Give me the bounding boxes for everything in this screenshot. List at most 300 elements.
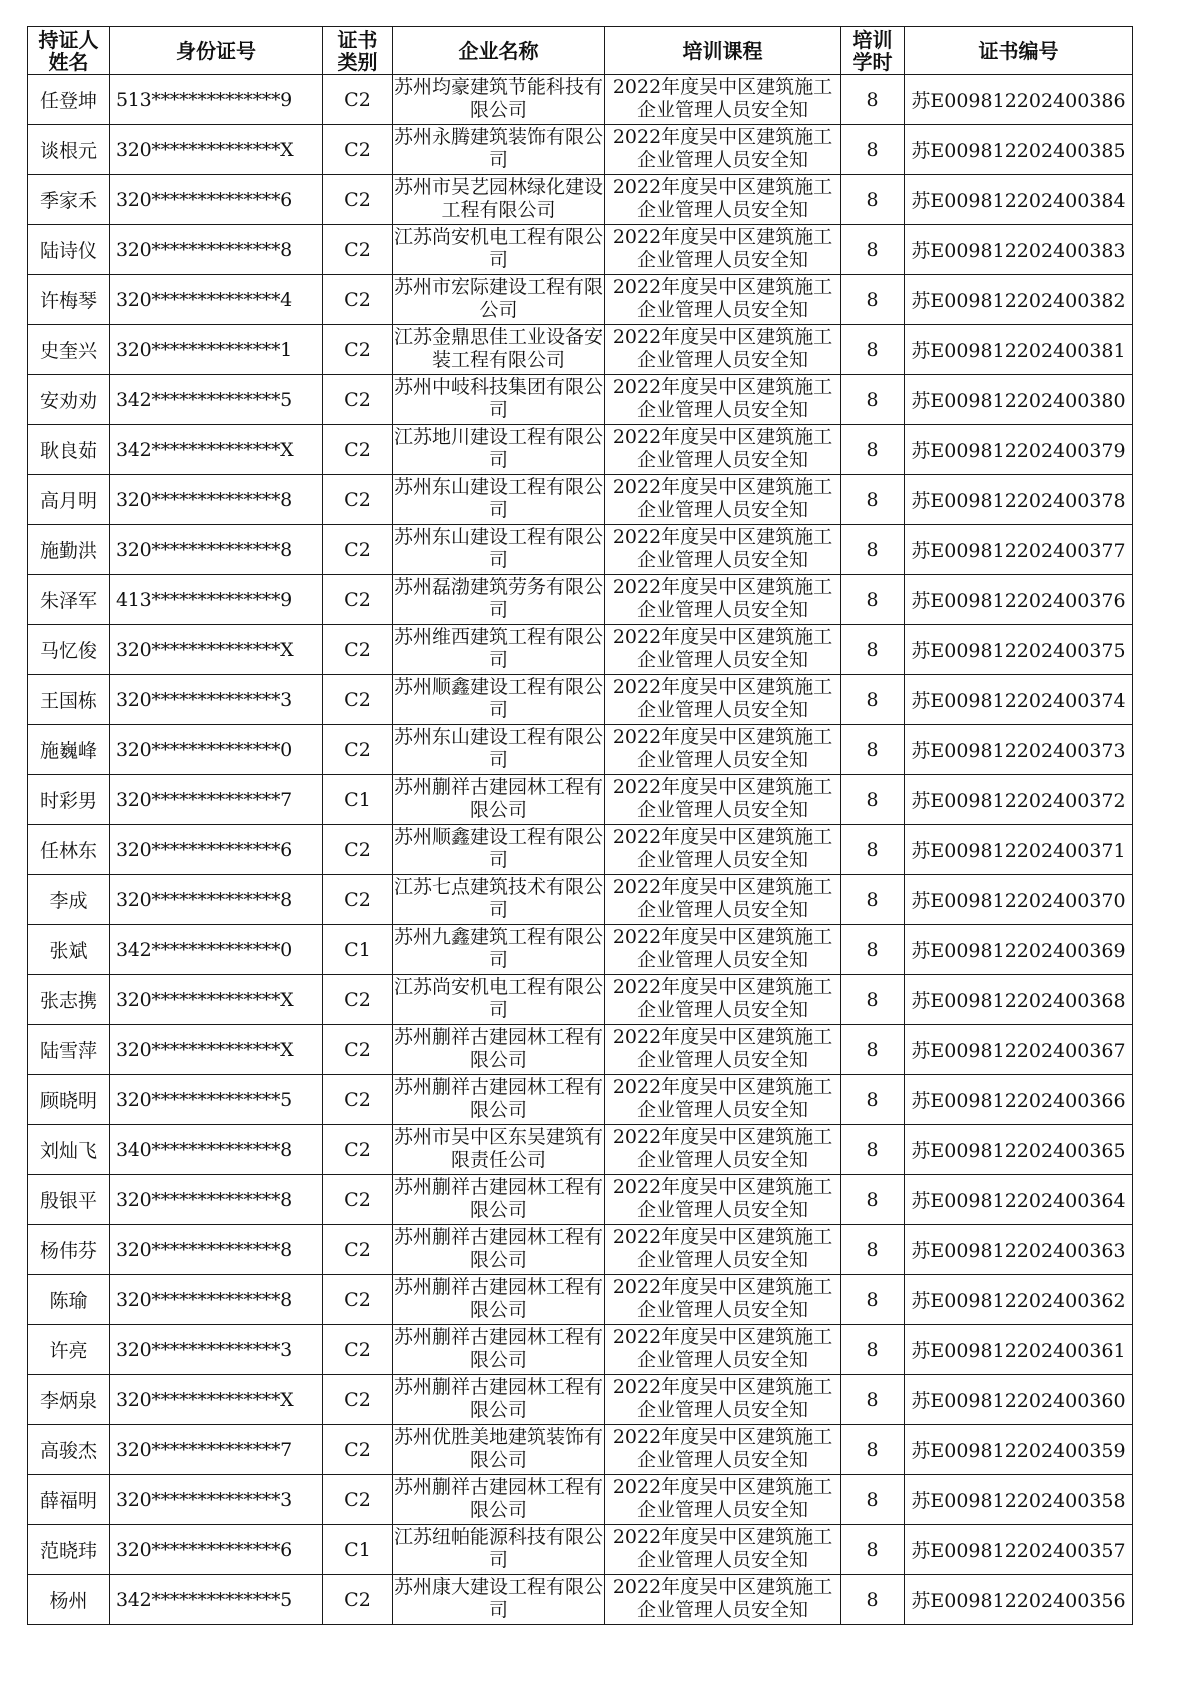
course-cell: [605, 1575, 841, 1625]
header-holder-name-line1: 持证人: [38, 27, 99, 52]
cert-number-cell: 苏E009812202400371: [905, 825, 1133, 875]
course-cell: [605, 875, 841, 925]
cert-type-cell: C2: [323, 1225, 393, 1275]
course-cell: [605, 1375, 841, 1425]
hours-cell: 8: [841, 425, 905, 475]
company-cell-text: 江苏地川建设工程有限公司: [393, 426, 603, 471]
course-cell: [605, 475, 841, 525]
company-cell-text: 苏州蒯祥古建园林工程有限公司: [393, 1226, 603, 1271]
id-number-cell: 320**************8: [110, 1175, 323, 1225]
cert-number-cell: 苏E009812202400362: [905, 1275, 1133, 1325]
course-cell: [605, 525, 841, 575]
cert-type-cell: C1: [323, 1525, 393, 1575]
cert-type-cell: C2: [323, 1575, 393, 1625]
course-cell: [605, 125, 841, 175]
table-row: [28, 625, 1133, 675]
holder-name-cell: 安劝劝: [28, 375, 110, 425]
course-cell: [605, 1425, 841, 1475]
cert-type-cell: C2: [323, 1375, 393, 1425]
cert-type-cell: C2: [323, 875, 393, 925]
holder-name-cell: 张志携: [28, 975, 110, 1025]
hours-cell: 8: [841, 1075, 905, 1125]
course-cell-text: 2022年度吴中区建筑施工企业管理人员安全知: [612, 576, 833, 621]
company-cell-text: 苏州市宏际建设工程有限公司: [393, 276, 603, 321]
hours-cell: 8: [841, 175, 905, 225]
hours-cell: 8: [841, 825, 905, 875]
cert-type-cell: C2: [323, 225, 393, 275]
course-cell-text: 2022年度吴中区建筑施工企业管理人员安全知: [612, 776, 833, 821]
course-cell-text: 2022年度吴中区建筑施工企业管理人员安全知: [612, 1276, 833, 1321]
company-cell: [393, 125, 605, 175]
company-cell-text: 苏州东山建设工程有限公司: [393, 476, 603, 521]
course-cell-text: 2022年度吴中区建筑施工企业管理人员安全知: [612, 276, 833, 321]
id-number-cell: 513**************9: [110, 75, 323, 125]
course-cell: [605, 1125, 841, 1175]
holder-name-cell: 顾晓明: [28, 1075, 110, 1125]
course-cell-text: 2022年度吴中区建筑施工企业管理人员安全知: [612, 226, 833, 271]
hours-cell: 8: [841, 1425, 905, 1475]
hours-cell: 8: [841, 75, 905, 125]
holder-name-cell: 季家禾: [28, 175, 110, 225]
company-cell: [393, 975, 605, 1025]
id-number-cell: 320**************X: [110, 975, 323, 1025]
id-number-cell: 320**************8: [110, 875, 323, 925]
table-row: [28, 725, 1133, 775]
cert-number-cell: 苏E009812202400381: [905, 325, 1133, 375]
table-row: [28, 575, 1133, 625]
id-number-cell: 320**************8: [110, 1275, 323, 1325]
holder-name-cell: 施巍峰: [28, 725, 110, 775]
company-cell: [393, 1125, 605, 1175]
course-cell: [605, 275, 841, 325]
holder-name-cell: 薛福明: [28, 1475, 110, 1525]
cert-number-cell: 苏E009812202400386: [905, 75, 1133, 125]
table-row: [28, 1325, 1133, 1375]
holder-name-cell: 任登坤: [28, 75, 110, 125]
holder-name-cell: 任林东: [28, 825, 110, 875]
course-cell: [605, 725, 841, 775]
course-cell: [605, 375, 841, 425]
id-number-cell: 342**************5: [110, 1575, 323, 1625]
table-row: [28, 525, 1133, 575]
cert-number-cell: 苏E009812202400374: [905, 675, 1133, 725]
id-number-cell: 320**************7: [110, 775, 323, 825]
id-number-cell: 320**************4: [110, 275, 323, 325]
company-cell-text: 江苏纽帕能源科技有限公司: [393, 1526, 603, 1571]
cert-number-cell: 苏E009812202400379: [905, 425, 1133, 475]
cert-number-cell: 苏E009812202400367: [905, 1025, 1133, 1075]
course-cell-text: 2022年度吴中区建筑施工企业管理人员安全知: [612, 1226, 833, 1271]
course-cell: [605, 825, 841, 875]
course-cell: [605, 925, 841, 975]
company-cell: [393, 725, 605, 775]
cert-number-cell: 苏E009812202400378: [905, 475, 1133, 525]
hours-cell: 8: [841, 575, 905, 625]
cert-type-cell: C2: [323, 525, 393, 575]
company-cell: [393, 175, 605, 225]
table-row: [28, 975, 1133, 1025]
holder-name-cell: 杨伟芬: [28, 1225, 110, 1275]
company-cell: [393, 1475, 605, 1525]
company-cell: [393, 875, 605, 925]
company-cell: [393, 1425, 605, 1475]
company-cell-text: 苏州顺鑫建设工程有限公司: [393, 826, 603, 871]
course-cell-text: 2022年度吴中区建筑施工企业管理人员安全知: [612, 176, 833, 221]
holder-name-cell: 王国栋: [28, 675, 110, 725]
company-cell-text: 苏州维西建筑工程有限公司: [393, 626, 603, 671]
holder-name-cell: 陈瑜: [28, 1275, 110, 1325]
cert-number-cell: 苏E009812202400375: [905, 625, 1133, 675]
header-hours-line2: 学时: [852, 49, 893, 74]
holder-name-cell: 许亮: [28, 1325, 110, 1375]
company-cell: [393, 475, 605, 525]
course-cell: [605, 1525, 841, 1575]
hours-cell: 8: [841, 475, 905, 525]
id-number-cell: 342**************X: [110, 425, 323, 475]
cert-type-cell: C2: [323, 975, 393, 1025]
cert-number-cell: 苏E009812202400377: [905, 525, 1133, 575]
hours-cell: 8: [841, 975, 905, 1025]
company-cell: [393, 75, 605, 125]
cert-type-cell: C2: [323, 1475, 393, 1525]
company-cell-text: 苏州市吴中区东吴建筑有限责任公司: [393, 1126, 603, 1171]
company-cell: [393, 775, 605, 825]
id-number-cell: 320**************7: [110, 1425, 323, 1475]
table-row: [28, 325, 1133, 375]
course-cell-text: 2022年度吴中区建筑施工企业管理人员安全知: [612, 1376, 833, 1421]
company-cell-text: 苏州市吴艺园林绿化建设工程有限公司: [393, 176, 603, 221]
id-number-cell: 320**************X: [110, 125, 323, 175]
company-cell-text: 江苏尚安机电工程有限公司: [393, 976, 603, 1021]
cert-number-cell: 苏E009812202400380: [905, 375, 1133, 425]
company-cell: [393, 925, 605, 975]
course-cell-text: 2022年度吴中区建筑施工企业管理人员安全知: [612, 1326, 833, 1371]
header-company: 企业名称: [393, 27, 605, 75]
company-cell: [393, 1525, 605, 1575]
id-number-cell: 320**************5: [110, 1075, 323, 1125]
holder-name-cell: 耿良茹: [28, 425, 110, 475]
hours-cell: 8: [841, 1025, 905, 1075]
id-number-cell: 320**************X: [110, 1025, 323, 1075]
course-cell-text: 2022年度吴中区建筑施工企业管理人员安全知: [612, 476, 833, 521]
id-number-cell: 320**************1: [110, 325, 323, 375]
course-cell: [605, 1475, 841, 1525]
cert-number-cell: 苏E009812202400383: [905, 225, 1133, 275]
company-cell-text: 苏州优胜美地建筑装饰有限公司: [393, 1426, 603, 1471]
course-cell-text: 2022年度吴中区建筑施工企业管理人员安全知: [612, 1076, 833, 1121]
id-number-cell: 320**************8: [110, 1225, 323, 1275]
cert-type-cell: C2: [323, 375, 393, 425]
cert-type-cell: C2: [323, 1075, 393, 1125]
course-cell: [605, 175, 841, 225]
company-cell: [393, 225, 605, 275]
table-row: [28, 925, 1133, 975]
table-row: [28, 425, 1133, 475]
course-cell: [605, 325, 841, 375]
course-cell-text: 2022年度吴中区建筑施工企业管理人员安全知: [612, 376, 833, 421]
id-number-cell: 320**************8: [110, 525, 323, 575]
course-cell-text: 2022年度吴中区建筑施工企业管理人员安全知: [612, 726, 833, 771]
id-number-cell: 340**************8: [110, 1125, 323, 1175]
course-cell-text: 2022年度吴中区建筑施工企业管理人员安全知: [612, 626, 833, 671]
holder-name-cell: 李成: [28, 875, 110, 925]
course-cell-text: 2022年度吴中区建筑施工企业管理人员安全知: [612, 326, 833, 371]
id-number-cell: 320**************3: [110, 675, 323, 725]
company-cell-text: 苏州蒯祥古建园林工程有限公司: [393, 776, 603, 821]
course-cell: [605, 775, 841, 825]
hours-cell: 8: [841, 625, 905, 675]
company-cell-text: 江苏尚安机电工程有限公司: [393, 226, 603, 271]
cert-number-cell: 苏E009812202400358: [905, 1475, 1133, 1525]
id-number-cell: 320**************8: [110, 225, 323, 275]
header-cert-type-line2: 类别: [337, 49, 378, 74]
company-cell-text: 江苏金鼎思佳工业设备安装工程有限公司: [393, 326, 603, 371]
cert-type-cell: C2: [323, 125, 393, 175]
id-number-cell: 320**************X: [110, 625, 323, 675]
header-row: [28, 27, 1133, 75]
cert-type-cell: C2: [323, 1425, 393, 1475]
company-cell-text: 苏州九鑫建筑工程有限公司: [393, 926, 603, 971]
cert-type-cell: C2: [323, 325, 393, 375]
course-cell-text: 2022年度吴中区建筑施工企业管理人员安全知: [612, 126, 833, 171]
company-cell: [393, 1575, 605, 1625]
cert-number-cell: 苏E009812202400357: [905, 1525, 1133, 1575]
company-cell-text: 苏州东山建设工程有限公司: [393, 726, 603, 771]
hours-cell: 8: [841, 1375, 905, 1425]
hours-cell: 8: [841, 1275, 905, 1325]
course-cell-text: 2022年度吴中区建筑施工企业管理人员安全知: [612, 1426, 833, 1471]
course-cell: [605, 625, 841, 675]
course-cell: [605, 1275, 841, 1325]
company-cell-text: 苏州蒯祥古建园林工程有限公司: [393, 1476, 603, 1521]
course-cell-text: 2022年度吴中区建筑施工企业管理人员安全知: [612, 926, 833, 971]
id-number-cell: 320**************6: [110, 175, 323, 225]
table-row: [28, 1275, 1133, 1325]
cert-number-cell: 苏E009812202400382: [905, 275, 1133, 325]
company-cell: [393, 525, 605, 575]
course-cell-text: 2022年度吴中区建筑施工企业管理人员安全知: [612, 426, 833, 471]
company-cell: [393, 625, 605, 675]
course-cell: [605, 1075, 841, 1125]
table-row: [28, 75, 1133, 125]
company-cell: [393, 1375, 605, 1425]
table-row: [28, 1225, 1133, 1275]
course-cell: [605, 975, 841, 1025]
holder-name-cell: 殷银平: [28, 1175, 110, 1225]
id-number-cell: 320**************X: [110, 1375, 323, 1425]
hours-cell: 8: [841, 525, 905, 575]
cert-number-cell: 苏E009812202400368: [905, 975, 1133, 1025]
hours-cell: 8: [841, 725, 905, 775]
cert-type-cell: C2: [323, 475, 393, 525]
company-cell-text: 苏州永腾建筑装饰有限公司: [393, 126, 603, 171]
cert-type-cell: C2: [323, 1175, 393, 1225]
company-cell: [393, 575, 605, 625]
header-cert-number: 证书编号: [905, 27, 1133, 75]
hours-cell: 8: [841, 225, 905, 275]
course-cell-text: 2022年度吴中区建筑施工企业管理人员安全知: [612, 1576, 833, 1621]
id-number-cell: 320**************8: [110, 475, 323, 525]
cert-number-cell: 苏E009812202400370: [905, 875, 1133, 925]
company-cell-text: 苏州蒯祥古建园林工程有限公司: [393, 1326, 603, 1371]
table-row: [28, 1375, 1133, 1425]
holder-name-cell: 许梅琴: [28, 275, 110, 325]
table-row: [28, 1525, 1133, 1575]
company-cell: [393, 675, 605, 725]
id-number-cell: 320**************3: [110, 1475, 323, 1525]
course-cell-text: 2022年度吴中区建筑施工企业管理人员安全知: [612, 1026, 833, 1071]
table-row: [28, 1425, 1133, 1475]
cert-type-cell: C2: [323, 1025, 393, 1075]
course-cell-text: 2022年度吴中区建筑施工企业管理人员安全知: [612, 1476, 833, 1521]
holder-name-cell: 史奎兴: [28, 325, 110, 375]
cert-type-cell: C1: [323, 775, 393, 825]
company-cell: [393, 325, 605, 375]
cert-number-cell: 苏E009812202400369: [905, 925, 1133, 975]
company-cell-text: 苏州均豪建筑节能科技有限公司: [393, 76, 603, 121]
certificate-table: [27, 26, 1133, 1625]
table-row: [28, 225, 1133, 275]
holder-name-cell: 陆雪萍: [28, 1025, 110, 1075]
table-row: [28, 875, 1133, 925]
table-row: [28, 1475, 1133, 1525]
course-cell: [605, 1175, 841, 1225]
company-cell: [393, 275, 605, 325]
company-cell: [393, 375, 605, 425]
cert-type-cell: C2: [323, 1275, 393, 1325]
cert-number-cell: 苏E009812202400366: [905, 1075, 1133, 1125]
company-cell-text: 苏州蒯祥古建园林工程有限公司: [393, 1376, 603, 1421]
cert-type-cell: C2: [323, 825, 393, 875]
cert-type-cell: C2: [323, 1125, 393, 1175]
cert-number-cell: 苏E009812202400364: [905, 1175, 1133, 1225]
header-hours: [841, 27, 905, 75]
cert-number-cell: 苏E009812202400384: [905, 175, 1133, 225]
company-cell: [393, 1275, 605, 1325]
table-row: [28, 175, 1133, 225]
cert-type-cell: C2: [323, 75, 393, 125]
cert-type-cell: C2: [323, 725, 393, 775]
holder-name-cell: 李炳泉: [28, 1375, 110, 1425]
hours-cell: 8: [841, 775, 905, 825]
table-row: [28, 1025, 1133, 1075]
company-cell-text: 江苏七点建筑技术有限公司: [393, 876, 603, 921]
course-cell-text: 2022年度吴中区建筑施工企业管理人员安全知: [612, 876, 833, 921]
company-cell: [393, 425, 605, 475]
course-cell-text: 2022年度吴中区建筑施工企业管理人员安全知: [612, 526, 833, 571]
hours-cell: 8: [841, 1325, 905, 1375]
company-cell: [393, 825, 605, 875]
company-cell: [393, 1025, 605, 1075]
table-row: [28, 1575, 1133, 1625]
table-row: [28, 475, 1133, 525]
company-cell: [393, 1075, 605, 1125]
cert-type-cell: C2: [323, 425, 393, 475]
cert-number-cell: 苏E009812202400363: [905, 1225, 1133, 1275]
holder-name-cell: 张斌: [28, 925, 110, 975]
table-row: [28, 1125, 1133, 1175]
table-row: [28, 275, 1133, 325]
holder-name-cell: 朱泽军: [28, 575, 110, 625]
id-number-cell: 320**************6: [110, 825, 323, 875]
cert-number-cell: 苏E009812202400376: [905, 575, 1133, 625]
hours-cell: 8: [841, 375, 905, 425]
cert-number-cell: 苏E009812202400356: [905, 1575, 1133, 1625]
cert-number-cell: 苏E009812202400385: [905, 125, 1133, 175]
cert-type-cell: C2: [323, 625, 393, 675]
hours-cell: 8: [841, 1175, 905, 1225]
course-cell-text: 2022年度吴中区建筑施工企业管理人员安全知: [612, 676, 833, 721]
header-cert-type-line1: 证书: [337, 27, 378, 52]
header-holder-name: [28, 27, 110, 75]
cert-number-cell: 苏E009812202400361: [905, 1325, 1133, 1375]
hours-cell: 8: [841, 1575, 905, 1625]
header-cert-type: [323, 27, 393, 75]
company-cell-text: 苏州蒯祥古建园林工程有限公司: [393, 1276, 603, 1321]
hours-cell: 8: [841, 875, 905, 925]
holder-name-cell: 刘灿飞: [28, 1125, 110, 1175]
cert-type-cell: C2: [323, 675, 393, 725]
hours-cell: 8: [841, 675, 905, 725]
company-cell: [393, 1325, 605, 1375]
cert-number-cell: 苏E009812202400365: [905, 1125, 1133, 1175]
course-cell-text: 2022年度吴中区建筑施工企业管理人员安全知: [612, 76, 833, 121]
course-cell-text: 2022年度吴中区建筑施工企业管理人员安全知: [612, 826, 833, 871]
company-cell-text: 苏州蒯祥古建园林工程有限公司: [393, 1076, 603, 1121]
course-cell: [605, 1025, 841, 1075]
course-cell: [605, 1225, 841, 1275]
header-holder-name-line2: 姓名: [48, 49, 89, 74]
hours-cell: 8: [841, 1225, 905, 1275]
id-number-cell: 413**************9: [110, 575, 323, 625]
header-hours-line1: 培训: [852, 27, 893, 52]
hours-cell: 8: [841, 325, 905, 375]
company-cell: [393, 1225, 605, 1275]
id-number-cell: 342**************5: [110, 375, 323, 425]
company-cell-text: 苏州东山建设工程有限公司: [393, 526, 603, 571]
course-cell-text: 2022年度吴中区建筑施工企业管理人员安全知: [612, 1126, 833, 1171]
cert-type-cell: C2: [323, 275, 393, 325]
cert-type-cell: C1: [323, 925, 393, 975]
id-number-cell: 320**************3: [110, 1325, 323, 1375]
holder-name-cell: 范晓玮: [28, 1525, 110, 1575]
holder-name-cell: 杨州: [28, 1575, 110, 1625]
hours-cell: 8: [841, 1125, 905, 1175]
company-cell-text: 苏州中岐科技集团有限公司: [393, 376, 603, 421]
cert-type-cell: C2: [323, 175, 393, 225]
course-cell-text: 2022年度吴中区建筑施工企业管理人员安全知: [612, 1526, 833, 1571]
company-cell-text: 苏州康大建设工程有限公司: [393, 1576, 603, 1621]
header-id-number: 身份证号: [110, 27, 323, 75]
course-cell-text: 2022年度吴中区建筑施工企业管理人员安全知: [612, 1176, 833, 1221]
course-cell: [605, 675, 841, 725]
hours-cell: 8: [841, 925, 905, 975]
holder-name-cell: 高月明: [28, 475, 110, 525]
holder-name-cell: 施勤洪: [28, 525, 110, 575]
table-row: [28, 1075, 1133, 1125]
company-cell-text: 苏州顺鑫建设工程有限公司: [393, 676, 603, 721]
header-course: 培训课程: [605, 27, 841, 75]
course-cell: [605, 425, 841, 475]
hours-cell: 8: [841, 1475, 905, 1525]
cert-number-cell: 苏E009812202400360: [905, 1375, 1133, 1425]
table-row: [28, 675, 1133, 725]
hours-cell: 8: [841, 1525, 905, 1575]
company-cell-text: 苏州磊渤建筑劳务有限公司: [393, 576, 603, 621]
company-cell-text: 苏州蒯祥古建园林工程有限公司: [393, 1176, 603, 1221]
table-row: [28, 775, 1133, 825]
course-cell: [605, 75, 841, 125]
